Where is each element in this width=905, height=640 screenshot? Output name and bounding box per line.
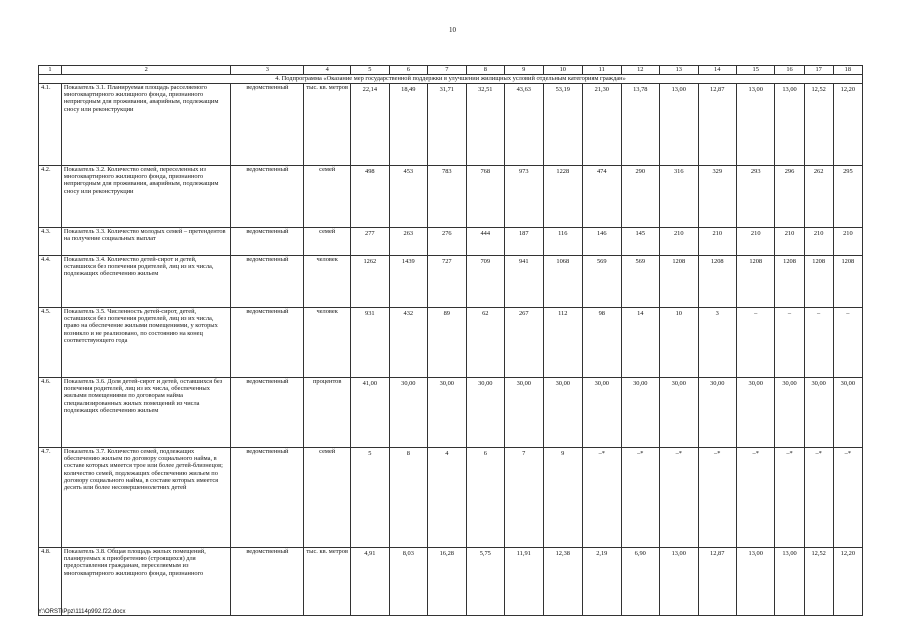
value-cell: 13,00 [660, 84, 698, 166]
column-number-row [39, 66, 863, 75]
value-cell: 1208 [775, 256, 804, 308]
page-number: 10 [449, 26, 456, 34]
value-cell: 62 [466, 308, 504, 378]
value-cell: 13,00 [660, 548, 698, 616]
value-cell: 6,90 [621, 548, 659, 616]
value-cell: 316 [660, 166, 698, 228]
value-cell: 1228 [543, 166, 583, 228]
unit-of-measure: тыс. кв. метров [304, 84, 351, 166]
value-cell: 12,52 [804, 84, 833, 166]
value-cell: 1208 [698, 256, 736, 308]
row-number: 4.5. [39, 308, 62, 378]
column-number-cell: 16 [775, 66, 804, 75]
indicator-name: Показатель 3.1. Планируемая площадь расселяемого многоквартирного жилищного фонда, признанного непригодным для проживания, аварийным, подлежащим сносу или реконструкции [61, 84, 231, 166]
value-cell: 13,00 [775, 548, 804, 616]
value-cell: 1262 [351, 256, 389, 308]
value-cell: 329 [698, 166, 736, 228]
data-source: ведомственный [231, 378, 304, 448]
value-cell: 8 [389, 448, 427, 548]
data-source: ведомственный [231, 256, 304, 308]
value-cell: – [775, 308, 804, 378]
value-cell: 709 [466, 256, 504, 308]
indicator-name: Показатель 3.3. Количество молодых семей – претендентов на получение социальных выплат [61, 228, 231, 256]
value-cell: 6 [466, 448, 504, 548]
value-cell: 30,00 [389, 378, 427, 448]
column-number-cell: 3 [231, 66, 304, 75]
value-cell: 31,71 [428, 84, 466, 166]
value-cell: 145 [621, 228, 659, 256]
unit-of-measure: человек [304, 256, 351, 308]
unit-of-measure: семей [304, 448, 351, 548]
column-number-cell: 10 [543, 66, 583, 75]
indicator-row [39, 256, 863, 308]
value-cell: 30,00 [833, 378, 862, 448]
value-cell: 12,52 [804, 548, 833, 616]
unit-of-measure: семей [304, 166, 351, 228]
column-number-cell: 17 [804, 66, 833, 75]
column-number-cell: 14 [698, 66, 736, 75]
value-cell: 1439 [389, 256, 427, 308]
value-cell: 210 [660, 228, 698, 256]
column-number-cell: 1 [39, 66, 62, 75]
value-cell: 13,00 [775, 84, 804, 166]
value-cell: 783 [428, 166, 466, 228]
data-source: ведомственный [231, 548, 304, 616]
value-cell: 53,19 [543, 84, 583, 166]
value-cell: 30,00 [660, 378, 698, 448]
indicator-row [39, 308, 863, 378]
unit-of-measure: семей [304, 228, 351, 256]
value-cell: 30,00 [466, 378, 504, 448]
value-cell: –* [698, 448, 736, 548]
value-cell: 30,00 [804, 378, 833, 448]
value-cell: 12,38 [543, 548, 583, 616]
value-cell: 2,19 [583, 548, 621, 616]
value-cell: – [736, 308, 774, 378]
value-cell: –* [583, 448, 621, 548]
value-cell: 12,20 [833, 548, 862, 616]
row-number: 4.8. [39, 548, 62, 616]
row-number: 4.7. [39, 448, 62, 548]
value-cell: –* [660, 448, 698, 548]
value-cell: 30,00 [775, 378, 804, 448]
value-cell: 146 [583, 228, 621, 256]
file-path-footer: Y:\ORST\Ppz\1114p992.f22.docx [38, 609, 126, 615]
unit-of-measure: человек [304, 308, 351, 378]
value-cell: 290 [621, 166, 659, 228]
value-cell: 12,87 [698, 548, 736, 616]
value-cell: 293 [736, 166, 774, 228]
indicator-name: Показатель 3.8. Общая площадь жилых помещений, планируемых к приобретению (строящихся) для предоставления гражданам, переселяемым из многоквартирного жилищного фонда, признанного [61, 548, 231, 616]
value-cell: 30,00 [621, 378, 659, 448]
value-cell: 569 [583, 256, 621, 308]
data-source: ведомственный [231, 166, 304, 228]
column-number-cell: 8 [466, 66, 504, 75]
value-cell: 263 [389, 228, 427, 256]
value-cell: 22,14 [351, 84, 389, 166]
column-number-cell: 15 [736, 66, 774, 75]
indicator-name: Показатель 3.6. Доля детей-сирот и детей, оставшихся без попечения родителей, лиц из их числа, обеспеченных жилыми помещениями по договорам найма специализированных жилых помещений из числа подлежащих обеспечению жильем [61, 378, 231, 448]
subprogram-title: 4. Подпрограмма «Оказание мер государственной поддержки в улучшении жилищных условий отдельным категориям граждан» [39, 75, 863, 84]
value-cell: 1208 [804, 256, 833, 308]
indicator-row [39, 166, 863, 228]
value-cell: 474 [583, 166, 621, 228]
value-cell: 4 [428, 448, 466, 548]
value-cell: 89 [428, 308, 466, 378]
column-number-cell: 12 [621, 66, 659, 75]
value-cell: 116 [543, 228, 583, 256]
value-cell: 4,91 [351, 548, 389, 616]
value-cell: – [833, 308, 862, 378]
value-cell: 12,87 [698, 84, 736, 166]
indicator-row [39, 84, 863, 166]
value-cell: –* [804, 448, 833, 548]
data-source: ведомственный [231, 84, 304, 166]
column-number-cell: 13 [660, 66, 698, 75]
value-cell: –* [833, 448, 862, 548]
row-number: 4.2. [39, 166, 62, 228]
value-cell: 16,28 [428, 548, 466, 616]
data-source: ведомственный [231, 308, 304, 378]
row-number: 4.4. [39, 256, 62, 308]
column-number-cell: 2 [61, 66, 231, 75]
value-cell: 569 [621, 256, 659, 308]
value-cell: –* [775, 448, 804, 548]
row-number: 4.1. [39, 84, 62, 166]
value-cell: 1208 [660, 256, 698, 308]
value-cell: 444 [466, 228, 504, 256]
indicator-name: Показатель 3.4. Количество детей-сирот и детей, оставшихся без попечения родителей, лиц из их числа, подлежащих обеспечению жильем [61, 256, 231, 308]
value-cell: 210 [833, 228, 862, 256]
value-cell: 296 [775, 166, 804, 228]
indicators-table [38, 65, 863, 616]
value-cell: 18,49 [389, 84, 427, 166]
indicator-row [39, 228, 863, 256]
value-cell: 8,03 [389, 548, 427, 616]
column-number-cell: 6 [389, 66, 427, 75]
value-cell: 98 [583, 308, 621, 378]
unit-of-measure: процентов [304, 378, 351, 448]
value-cell: 11,91 [505, 548, 543, 616]
indicator-name: Показатель 3.2. Количество семей, переселенных из многоквартирного жилищного фонда, признанного непригодным для проживания, аварийным, подлежащим сносу или реконструкции [61, 166, 231, 228]
column-number-cell: 9 [505, 66, 543, 75]
value-cell: 210 [736, 228, 774, 256]
value-cell: 13,00 [736, 548, 774, 616]
value-cell: – [804, 308, 833, 378]
column-number-cell: 18 [833, 66, 862, 75]
value-cell: 1208 [736, 256, 774, 308]
value-cell: 21,30 [583, 84, 621, 166]
value-cell: 30,00 [505, 378, 543, 448]
value-cell: 10 [660, 308, 698, 378]
value-cell: 432 [389, 308, 427, 378]
value-cell: 32,51 [466, 84, 504, 166]
row-number: 4.3. [39, 228, 62, 256]
unit-of-measure: тыс. кв. метров [304, 548, 351, 616]
column-number-cell: 5 [351, 66, 389, 75]
value-cell: 30,00 [583, 378, 621, 448]
value-cell: 295 [833, 166, 862, 228]
value-cell: 453 [389, 166, 427, 228]
value-cell: 13,78 [621, 84, 659, 166]
value-cell: 973 [505, 166, 543, 228]
value-cell: 30,00 [698, 378, 736, 448]
value-cell: –* [621, 448, 659, 548]
value-cell: 5,75 [466, 548, 504, 616]
value-cell: 43,63 [505, 84, 543, 166]
indicator-name: Показатель 3.5. Численность детей-сирот, детей, оставшихся без попечения родителей, лиц из их числа, право на обеспечение жилыми помещениями, у которых возникло и не реализовано, по состоянию на конец соответствующего года [61, 308, 231, 378]
value-cell: 14 [621, 308, 659, 378]
value-cell: 210 [804, 228, 833, 256]
value-cell: 187 [505, 228, 543, 256]
value-cell: 9 [543, 448, 583, 548]
value-cell: –* [736, 448, 774, 548]
column-number-cell: 4 [304, 66, 351, 75]
column-number-cell: 11 [583, 66, 621, 75]
value-cell: 1068 [543, 256, 583, 308]
value-cell: 7 [505, 448, 543, 548]
value-cell: 768 [466, 166, 504, 228]
subprogram-row [39, 75, 863, 84]
value-cell: 941 [505, 256, 543, 308]
indicator-row [39, 548, 863, 616]
indicator-name: Показатель 3.7. Количество семей, подлежащих обеспечению жильем по договору социального найма, в составе которых имеется трое или более детей-близнецов; количество семей, подлежащих обеспечению жильем по договору социального найма, в составе которых имеется десять или более несовершеннолетних детей [61, 448, 231, 548]
value-cell: 1208 [833, 256, 862, 308]
value-cell: 112 [543, 308, 583, 378]
value-cell: 277 [351, 228, 389, 256]
value-cell: 276 [428, 228, 466, 256]
value-cell: 210 [775, 228, 804, 256]
indicator-row [39, 448, 863, 548]
value-cell: 498 [351, 166, 389, 228]
column-number-cell: 7 [428, 66, 466, 75]
value-cell: 30,00 [736, 378, 774, 448]
data-source: ведомственный [231, 228, 304, 256]
value-cell: 262 [804, 166, 833, 228]
value-cell: 931 [351, 308, 389, 378]
row-number: 4.6. [39, 378, 62, 448]
value-cell: 3 [698, 308, 736, 378]
value-cell: 13,00 [736, 84, 774, 166]
value-cell: 210 [698, 228, 736, 256]
value-cell: 267 [505, 308, 543, 378]
value-cell: 5 [351, 448, 389, 548]
value-cell: 727 [428, 256, 466, 308]
data-source: ведомственный [231, 448, 304, 548]
value-cell: 30,00 [543, 378, 583, 448]
value-cell: 12,20 [833, 84, 862, 166]
indicator-row [39, 378, 863, 448]
value-cell: 41,00 [351, 378, 389, 448]
value-cell: 30,00 [428, 378, 466, 448]
